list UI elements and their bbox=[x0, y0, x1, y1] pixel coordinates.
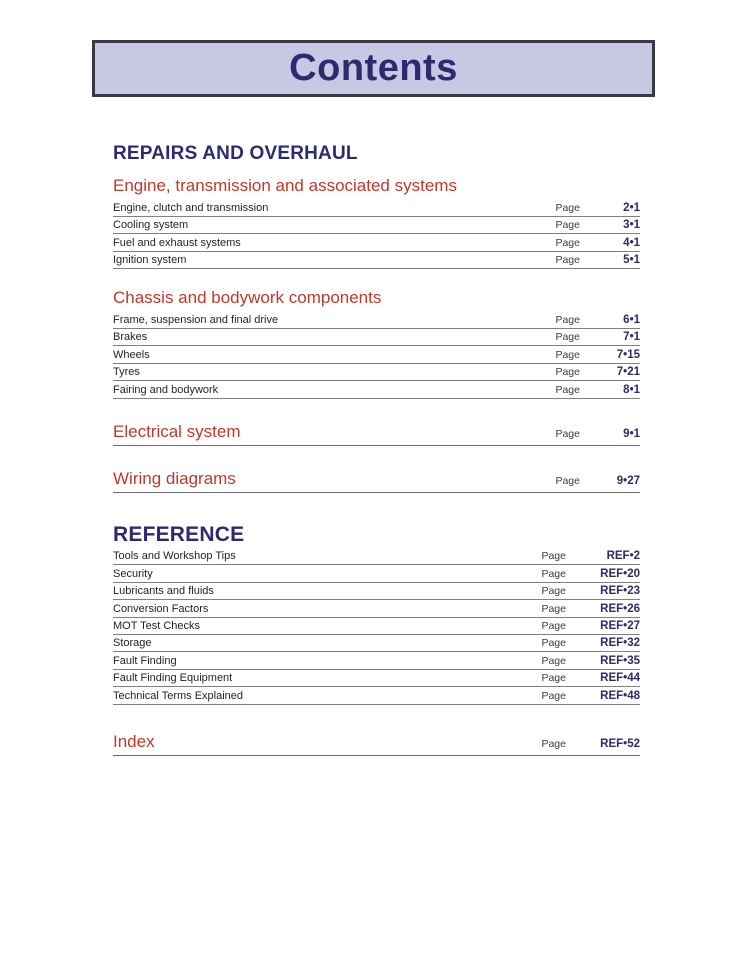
row-title: Wiring diagrams bbox=[113, 468, 236, 488]
section-heading-engine: Engine, transmission and associated systems bbox=[113, 176, 457, 195]
row-page-number: 7•21 bbox=[588, 363, 640, 380]
row-page-number: 9•1 bbox=[623, 427, 640, 440]
table-row[interactable] bbox=[113, 234, 640, 251]
table-row[interactable] bbox=[113, 216, 640, 233]
row-page-number: REF•32 bbox=[574, 634, 640, 651]
group-heading-repairs: REPAIRS AND OVERHAUL bbox=[113, 143, 358, 164]
table-row[interactable] bbox=[113, 600, 640, 617]
row-page-label: Page bbox=[555, 427, 580, 440]
table-row[interactable] bbox=[113, 582, 640, 599]
row-page-label: Page bbox=[514, 652, 574, 669]
contents-list bbox=[113, 143, 640, 756]
row-title: Tools and Workshop Tips bbox=[113, 548, 514, 565]
row-title: Storage bbox=[113, 634, 514, 651]
row-page-number: REF•20 bbox=[574, 565, 640, 582]
row-title: Security bbox=[113, 565, 514, 582]
row-page-number: 7•1 bbox=[588, 328, 640, 345]
row-page-number: REF•48 bbox=[574, 687, 640, 704]
contents-banner bbox=[92, 40, 655, 97]
row-page-number: REF•23 bbox=[574, 582, 640, 599]
row-page-number: REF•44 bbox=[574, 669, 640, 686]
row-page-label: Page bbox=[514, 617, 574, 634]
row-page-label: Page bbox=[514, 234, 588, 251]
table-row[interactable] bbox=[113, 669, 640, 686]
row-page-label: Page bbox=[514, 582, 574, 599]
row-page-number: 7•15 bbox=[588, 346, 640, 363]
row-page-label: Page bbox=[514, 669, 574, 686]
row-page-number: 5•1 bbox=[588, 251, 640, 268]
section-rows-engine bbox=[113, 199, 640, 269]
row-page-number: 4•1 bbox=[588, 234, 640, 251]
table-row[interactable] bbox=[113, 548, 640, 565]
row-page-label: Page bbox=[514, 565, 574, 582]
row-page-label: Page bbox=[541, 737, 566, 750]
table-row[interactable] bbox=[113, 328, 640, 345]
row-title: Fault Finding bbox=[113, 652, 514, 669]
row-page-number: 3•1 bbox=[588, 216, 640, 233]
row-page-number: 6•1 bbox=[588, 311, 640, 328]
section-rows-reference bbox=[113, 548, 640, 705]
row-page-number: 9•27 bbox=[616, 474, 640, 487]
row-page-label: Page bbox=[514, 381, 588, 398]
row-page-number: REF•2 bbox=[574, 548, 640, 565]
row-page-label: Page bbox=[514, 216, 588, 233]
row-page-number: REF•52 bbox=[600, 737, 640, 750]
row-page-label: Page bbox=[555, 474, 580, 487]
row-page-label: Page bbox=[514, 346, 588, 363]
row-title: MOT Test Checks bbox=[113, 617, 514, 634]
row-page-number: 8•1 bbox=[588, 381, 640, 398]
group-heading-reference: REFERENCE bbox=[113, 522, 245, 546]
section-row-index[interactable] bbox=[113, 731, 640, 756]
row-title: Fault Finding Equipment bbox=[113, 669, 514, 686]
row-title: Tyres bbox=[113, 363, 514, 380]
row-page-label: Page bbox=[514, 548, 574, 565]
row-title: Cooling system bbox=[113, 216, 514, 233]
section-row-electrical-system[interactable] bbox=[113, 421, 640, 446]
row-page-label: Page bbox=[514, 328, 588, 345]
row-title: Electrical system bbox=[113, 421, 241, 441]
table-row[interactable] bbox=[113, 687, 640, 704]
row-title: Fairing and bodywork bbox=[113, 381, 514, 398]
section-chassis bbox=[113, 288, 640, 398]
row-page-label: Page bbox=[514, 311, 588, 328]
page-title: Contents bbox=[289, 47, 458, 89]
row-page-number: REF•26 bbox=[574, 600, 640, 617]
row-page-label: Page bbox=[514, 199, 588, 216]
row-page-label: Page bbox=[514, 251, 588, 268]
table-row[interactable] bbox=[113, 652, 640, 669]
row-title: Fuel and exhaust systems bbox=[113, 234, 514, 251]
row-page-number: REF•35 bbox=[574, 652, 640, 669]
row-page-number: 2•1 bbox=[588, 199, 640, 216]
row-title: Ignition system bbox=[113, 251, 514, 268]
table-row[interactable] bbox=[113, 565, 640, 582]
row-title: Frame, suspension and final drive bbox=[113, 311, 514, 328]
row-title: Engine, clutch and transmission bbox=[113, 199, 514, 216]
row-page-label: Page bbox=[514, 687, 574, 704]
row-page-label: Page bbox=[514, 600, 574, 617]
table-row[interactable] bbox=[113, 311, 640, 328]
section-rows-chassis bbox=[113, 311, 640, 398]
row-title: Wheels bbox=[113, 346, 514, 363]
row-page-number: REF•27 bbox=[574, 617, 640, 634]
table-row[interactable] bbox=[113, 363, 640, 380]
table-row[interactable] bbox=[113, 381, 640, 398]
row-page-label: Page bbox=[514, 363, 588, 380]
row-title: Conversion Factors bbox=[113, 600, 514, 617]
table-row[interactable] bbox=[113, 199, 640, 216]
table-row[interactable] bbox=[113, 617, 640, 634]
table-row[interactable] bbox=[113, 251, 640, 268]
row-title: Brakes bbox=[113, 328, 514, 345]
section-row-wiring-diagrams[interactable] bbox=[113, 468, 640, 493]
section-heading-chassis: Chassis and bodywork components bbox=[113, 288, 382, 308]
row-title: Index bbox=[113, 731, 155, 751]
section-engine bbox=[113, 176, 640, 269]
row-title: Lubricants and fluids bbox=[113, 582, 514, 599]
row-title: Technical Terms Explained bbox=[113, 687, 514, 704]
table-row[interactable] bbox=[113, 346, 640, 363]
table-row[interactable] bbox=[113, 634, 640, 651]
row-page-label: Page bbox=[514, 634, 574, 651]
